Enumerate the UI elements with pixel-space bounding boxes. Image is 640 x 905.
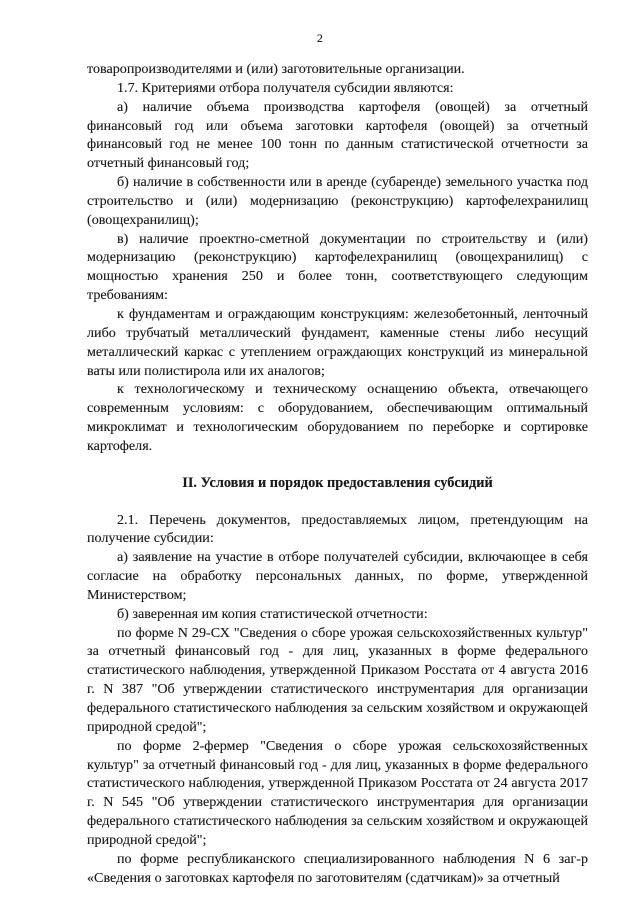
paragraph-form-2-fermer: по форме 2-фермер "Сведения о сборе урожая сельскохозяйственных культур" за отчетный финансовый год - для лиц, указанных в форме федерального статистического наблюдения, утвержденной Приказом Росстата от 24 августа 2017 г. N 545 "Об утверждении статистического инструментария для организации федерального статистического наблюдения за сельским хозяйством и окружающей природной средой";	[87, 737, 588, 848]
page-number: 2	[316, 31, 324, 45]
paragraph-form-29-sh: по форме N 29-СХ "Сведения о сборе урожая сельскохозяйственных культур" за отчетный финансовый год - для лиц, указанных в форме федерального статистического наблюдения, утвержденной Приказом Росстата от 4 августа 2016 г. N 387 "Об утверждении статистического инструментария для организации федерального статистического наблюдения за сельским хозяйством и окружающей природной средой";	[87, 624, 588, 735]
document-body	[87, 60, 588, 887]
paragraph-criterion-c: в) наличие проектно-сметной документации по строительству и (или) модернизацию (реконструкцию) картофелехранилищ (овощехранилищ) с мощностью хранения 250 и более тонн, соответствующего следующим требованиям:	[87, 230, 588, 304]
section-heading: II. Условия и порядок предоставления субсидий	[182, 474, 493, 491]
paragraph-equipment-requirements: к технологическому и техническому оснащению объекта, отвечающего современным условиям: с оборудованием, обеспечивающим оптимальный микроклимат и технологическим оборудованием по переборке и сортировке картофеля.	[87, 381, 588, 454]
paragraph-documents-intro: 2.1. Перечень документов, предоставляемых лицом, претендующим на получение субсидии:	[87, 511, 588, 547]
paragraph-document-a: а) заявление на участие в отборе получателей субсидии, включающее в себя согласие на обработку персональных данных, по форме, утвержденной Министерством;	[87, 549, 588, 603]
paragraph-continuation: товаропроизводителями и (или) заготовительные организации.	[87, 61, 465, 77]
paragraph-criterion-b: б) наличие в собственности или в аренде (субаренде) земельного участка под строительство и (или) модернизацию (реконструкцию) картофелехранилищ (овощехранилищ);	[87, 174, 588, 228]
paragraph-foundation-requirements: к фундаментам и ограждающим конструкциям: железобетонный, ленточный либо трубчатый металлический фундамент, каменные стены либо несущий металлический каркас с утеплением ограждающих конструкций из минеральной ваты или полистирола или их аналогов;	[87, 305, 588, 379]
paragraph-criterion-a: а) наличие объема производства картофеля (овощей) за отчетный финансовый год или объема заготовки картофеля (овощей) за отчетный финансовый год не менее 100 тонн по данным статистической отчетности за отчетный финансовый год;	[87, 98, 588, 172]
paragraph-criteria-intro: 1.7. Критериями отбора получателя субсидии являются:	[117, 79, 454, 96]
paragraph-document-b: б) заверенная им копия статистической отчетности:	[117, 605, 428, 622]
paragraph-form-6-zag: по форме республиканского специализированного наблюдения N 6 заг-р «Сведения о заготовках картофеля по заготовителям (сдатчикам)» за отчетный	[87, 850, 588, 886]
